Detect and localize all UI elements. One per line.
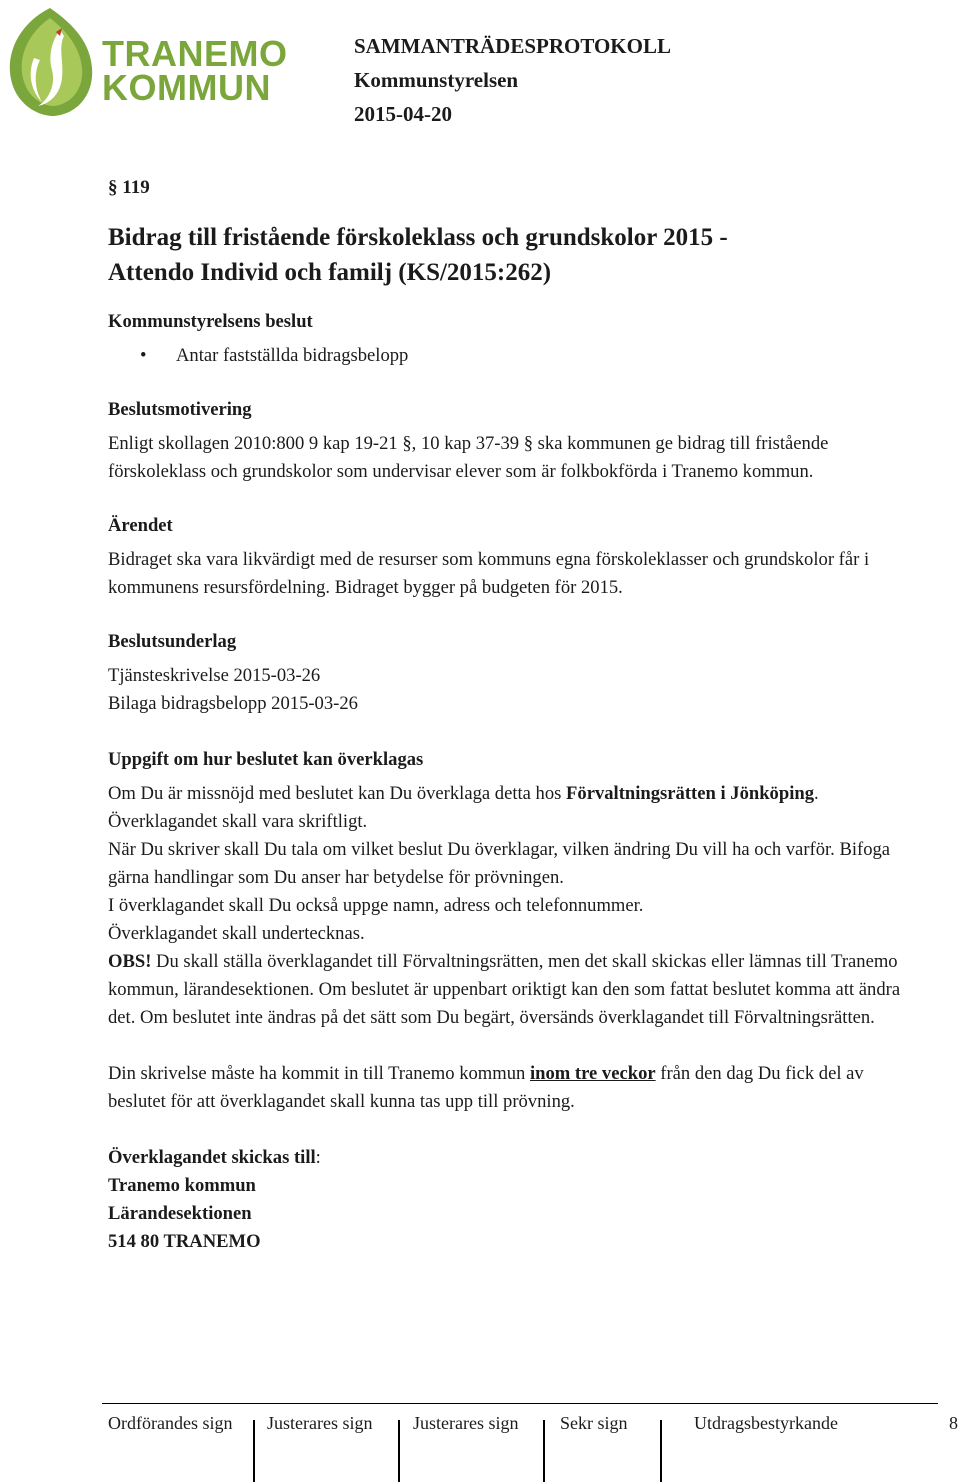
basis-heading: Beslutsunderlag xyxy=(108,631,237,652)
document-type: SAMMANTRÄDESPROTOKOLL xyxy=(354,34,671,58)
motivation-text: Enligt skollagen 2010:800 9 kap 19-21 §, 10 kap 37-39 § ska kommunen ge bidrag till fristående förskoleklass och grundskolor som undervisar elever som är folkbokförda i Tranemo kommun. xyxy=(108,433,829,482)
decision-heading: Kommunstyrelsens beslut xyxy=(108,311,313,332)
footer-signature-box xyxy=(253,1420,255,1482)
basis-item: Bilaga bidragsbelopp 2015-03-26 xyxy=(108,693,358,714)
appeal-paragraph-4: Överklagandet skall undertecknas. xyxy=(108,923,365,944)
footer-signature-box xyxy=(660,1420,662,1482)
page-number: 8 xyxy=(949,1413,958,1433)
footer-divider xyxy=(102,1403,938,1404)
appeal-paragraph-1 xyxy=(108,780,908,836)
footer-adjuster-sign-2: Justerares sign xyxy=(413,1413,519,1433)
logo-text-kommun: KOMMUN xyxy=(102,67,271,108)
obs-label: OBS! xyxy=(108,951,152,972)
section-title xyxy=(108,220,908,290)
address-line: 514 80 TRANEMO xyxy=(108,1231,261,1252)
section-number: § 119 xyxy=(108,177,150,198)
deadline-paragraph xyxy=(108,1060,908,1116)
address-line: Tranemo kommun xyxy=(108,1175,256,1196)
footer-chairman-sign: Ordförandes sign xyxy=(108,1413,233,1433)
appeal-paragraph-2: När Du skriver skall Du tala om vilket beslut Du överklagar, vilken ändring Du vill ha och varför. Bifoga gärna handlingar som Du anser har betydelse för prövningen. xyxy=(108,839,891,888)
deadline-emphasis: inom tre veckor xyxy=(529,1063,656,1084)
deadline-text: från den dag Du fick del av beslutet för att överklagandet skall kunna tas upp till prövning. xyxy=(108,1063,864,1112)
footer-signature-box xyxy=(543,1420,545,1482)
appeal-paragraph-3: I överklagandet skall Du också uppge namn, adress och telefonnummer. xyxy=(108,895,644,916)
footer-secretary-sign: Sekr sign xyxy=(560,1413,628,1433)
obs-paragraph xyxy=(108,948,908,1032)
section-title-line2: Attendo Individ och familj (KS/2015:262) xyxy=(108,259,552,286)
motivation-heading: Beslutsmotivering xyxy=(108,399,252,420)
document-body xyxy=(108,174,908,1256)
footer-adjuster-sign-1: Justerares sign xyxy=(267,1413,373,1433)
matter-text: Bidraget ska vara likvärdigt med de resurser som kommuns egna förskoleklasser och grundskolor får i kommunens resursfördelning. Bidraget bygger på budgeten för 2015. xyxy=(108,549,870,598)
send-to-label xyxy=(108,1144,908,1172)
list-item: • Antar fastställda bidragsbelopp xyxy=(108,342,908,370)
send-to-colon: : xyxy=(315,1147,321,1168)
appeal-text: Om Du är missnöjd med beslutet kan Du överklaga detta hos xyxy=(108,783,567,804)
obs-text: Du skall ställa överklagandet till Förvaltningsrätten, men det skall skickas eller lämnas till Tranemo kommun, lärandesektionen. Om beslutet är uppenbart oriktigt kan den som fattat beslutet komma att ändra det. Om beslutet inte ändras på det sätt som Du begärt, översänds överklagandet till Förvaltningsrätten. xyxy=(108,951,901,1028)
basis-item: Tjänsteskrivelse 2015-03-26 xyxy=(108,665,321,686)
logo-text-tranemo: TRANEMO xyxy=(102,33,288,74)
send-to-text: Överklagandet skickas till xyxy=(108,1147,316,1168)
footer-signature-box xyxy=(398,1420,400,1482)
court-name: Förvaltningsrätten i Jönköping xyxy=(566,783,814,804)
appeal-text: . Överklagandet skall vara skriftligt. xyxy=(108,783,819,832)
decision-list xyxy=(108,342,908,370)
address-line: Lärandesektionen xyxy=(108,1203,252,1224)
tranemo-logo-icon xyxy=(4,6,96,118)
footer-extract-certified: Utdragsbestyrkande xyxy=(694,1413,838,1433)
deadline-text: Din skrivelse måste ha kommit in till Tranemo kommun xyxy=(108,1063,530,1084)
committee-name: Kommunstyrelsen xyxy=(354,68,519,92)
section-title-line1: Bidrag till fristående förskoleklass och grundskolor 2015 - xyxy=(108,224,728,251)
matter-heading: Ärendet xyxy=(108,515,173,536)
meeting-date: 2015-04-20 xyxy=(354,102,452,126)
appeal-heading: Uppgift om hur beslutet kan överklagas xyxy=(108,749,424,770)
